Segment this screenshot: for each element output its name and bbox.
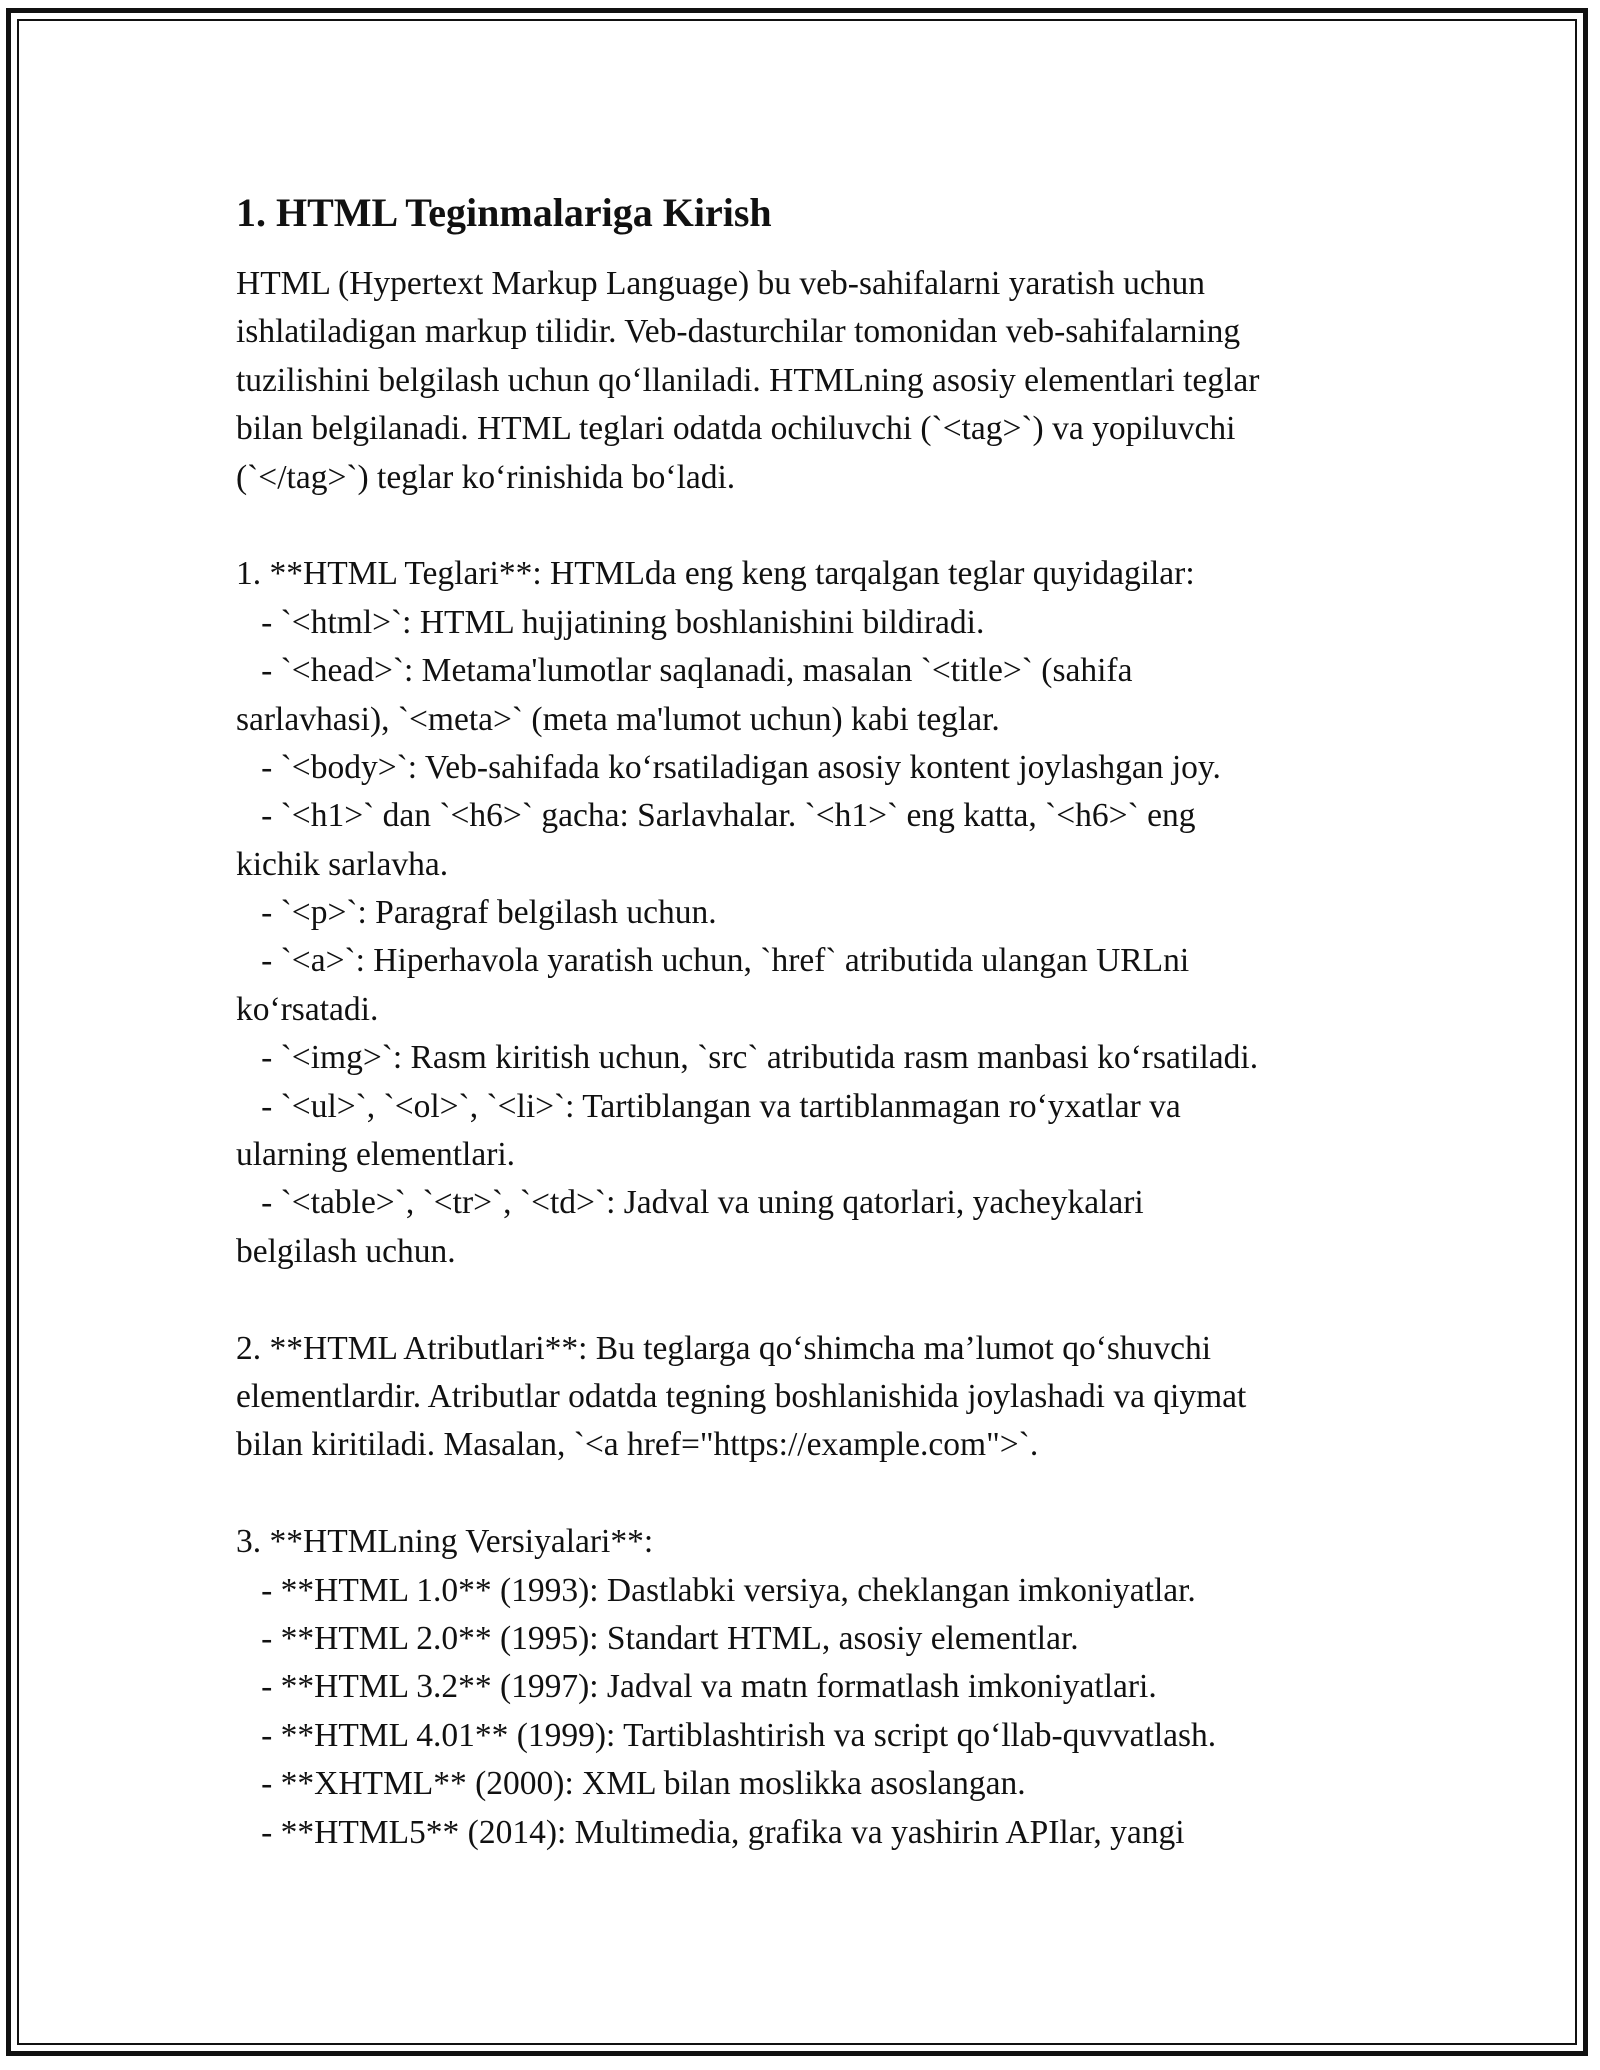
text-line: (`</tag>`) teglar ko‘rinishida bo‘ladi. [236, 458, 736, 496]
text-line: - `<a>`: Hiperhavola yaratish uchun, `href` atributida ulangan URLni [236, 942, 1190, 980]
text-line: - **HTML 3.2** (1997): Jadval va matn formatlash imkoniyatlari. [236, 1668, 1157, 1706]
paragraph-spacer [236, 1470, 1376, 1518]
text-line: - `<p>`: Paragraf belgilash uchun. [236, 894, 717, 932]
text-line: - `<img>`: Rasm kiritish uchun, `src` atributida rasm manbasi ko‘rsatiladi. [236, 1039, 1259, 1077]
text-line: bilan kiritiladi. Masalan, `<a href="https://example.com">`. [236, 1426, 1039, 1464]
document-body [236, 186, 1376, 1857]
text-line: - **HTML5** (2014): Multimedia, grafika va yashirin APIlar, yangi [236, 1813, 1185, 1851]
intro-paragraph [236, 260, 1376, 502]
text-line: ularning elementlari. [236, 1136, 516, 1174]
text-line: - **HTML 1.0** (1993): Dastlabki versiya, cheklangan imkoniyatlar. [236, 1571, 1196, 1609]
text-line: - `<h1>` dan `<h6>` gacha: Sarlavhalar. `<h1>` eng katta, `<h6>` eng [236, 797, 1196, 835]
text-line: kichik sarlavha. [236, 845, 449, 883]
text-line: - `<head>`: Metama'lumotlar saqlanadi, masalan `<title>` (sahifa [236, 652, 1133, 690]
text-line: - `<ul>`, `<ol>`, `<li>`: Tartiblangan va tartiblanmagan ro‘yxatlar va [236, 1087, 1181, 1125]
section-html-tags [236, 550, 1376, 1276]
text-line: 2. **HTML Atributlari**: Bu teglarga qo‘shimcha ma’lumot qo‘shuvchi [236, 1329, 1212, 1367]
text-line: belgilash uchun. [236, 1232, 456, 1270]
section-html-attributes [236, 1325, 1376, 1470]
text-line: ko‘rsatadi. [236, 990, 379, 1028]
text-line: sarlavhasi), `<meta>` (meta ma'lumot uchun) kabi teglar. [236, 700, 1000, 738]
paragraph-spacer [236, 502, 1376, 550]
section-html-versions [236, 1518, 1376, 1857]
text-line: 3. **HTMLning Versiyalari**: [236, 1523, 654, 1561]
text-line: - `<table>`, `<tr>`, `<td>`: Jadval va uning qatorlari, yacheykalari [236, 1184, 1144, 1222]
text-line: bilan belgilanadi. HTML teglari odatda ochiluvchi (`<tag>`) va yopiluvchi [236, 410, 1236, 448]
document-title: 1. HTML Teginmalariga Kirish [236, 190, 772, 235]
text-line: - **HTML 4.01** (1999): Tartiblashtirish va script qo‘llab-quvvatlash. [236, 1716, 1217, 1754]
text-line: HTML (Hypertext Markup Language) bu veb-sahifalarni yaratish uchun [236, 265, 1205, 302]
text-line: tuzilishini belgilash uchun qo‘llaniladi. HTMLning asosiy elementlari teglar [236, 361, 1260, 399]
text-line: - **XHTML** (2000): XML bilan moslikka asoslangan. [236, 1765, 1026, 1803]
text-line: - `<html>`: HTML hujjatining boshlanishini bildiradi. [236, 603, 985, 641]
text-line: elementlardir. Atributlar odatda tegning boshlanishida joylashadi va qiymat [236, 1377, 1247, 1415]
text-line: - **HTML 2.0** (1995): Standart HTML, asosiy elementlar. [236, 1619, 1079, 1657]
text-line: ishlatiladigan markup tilidir. Veb-dasturchilar tomonidan veb-sahifalarning [236, 313, 1241, 351]
text-line: - `<body>`: Veb-sahifada ko‘rsatiladigan asosiy kontent joylashgan joy. [236, 748, 1221, 786]
text-line: 1. **HTML Teglari**: HTMLda eng keng tarqalgan teglar quyidagilar: [236, 555, 1195, 593]
paragraph-spacer [236, 1276, 1376, 1324]
